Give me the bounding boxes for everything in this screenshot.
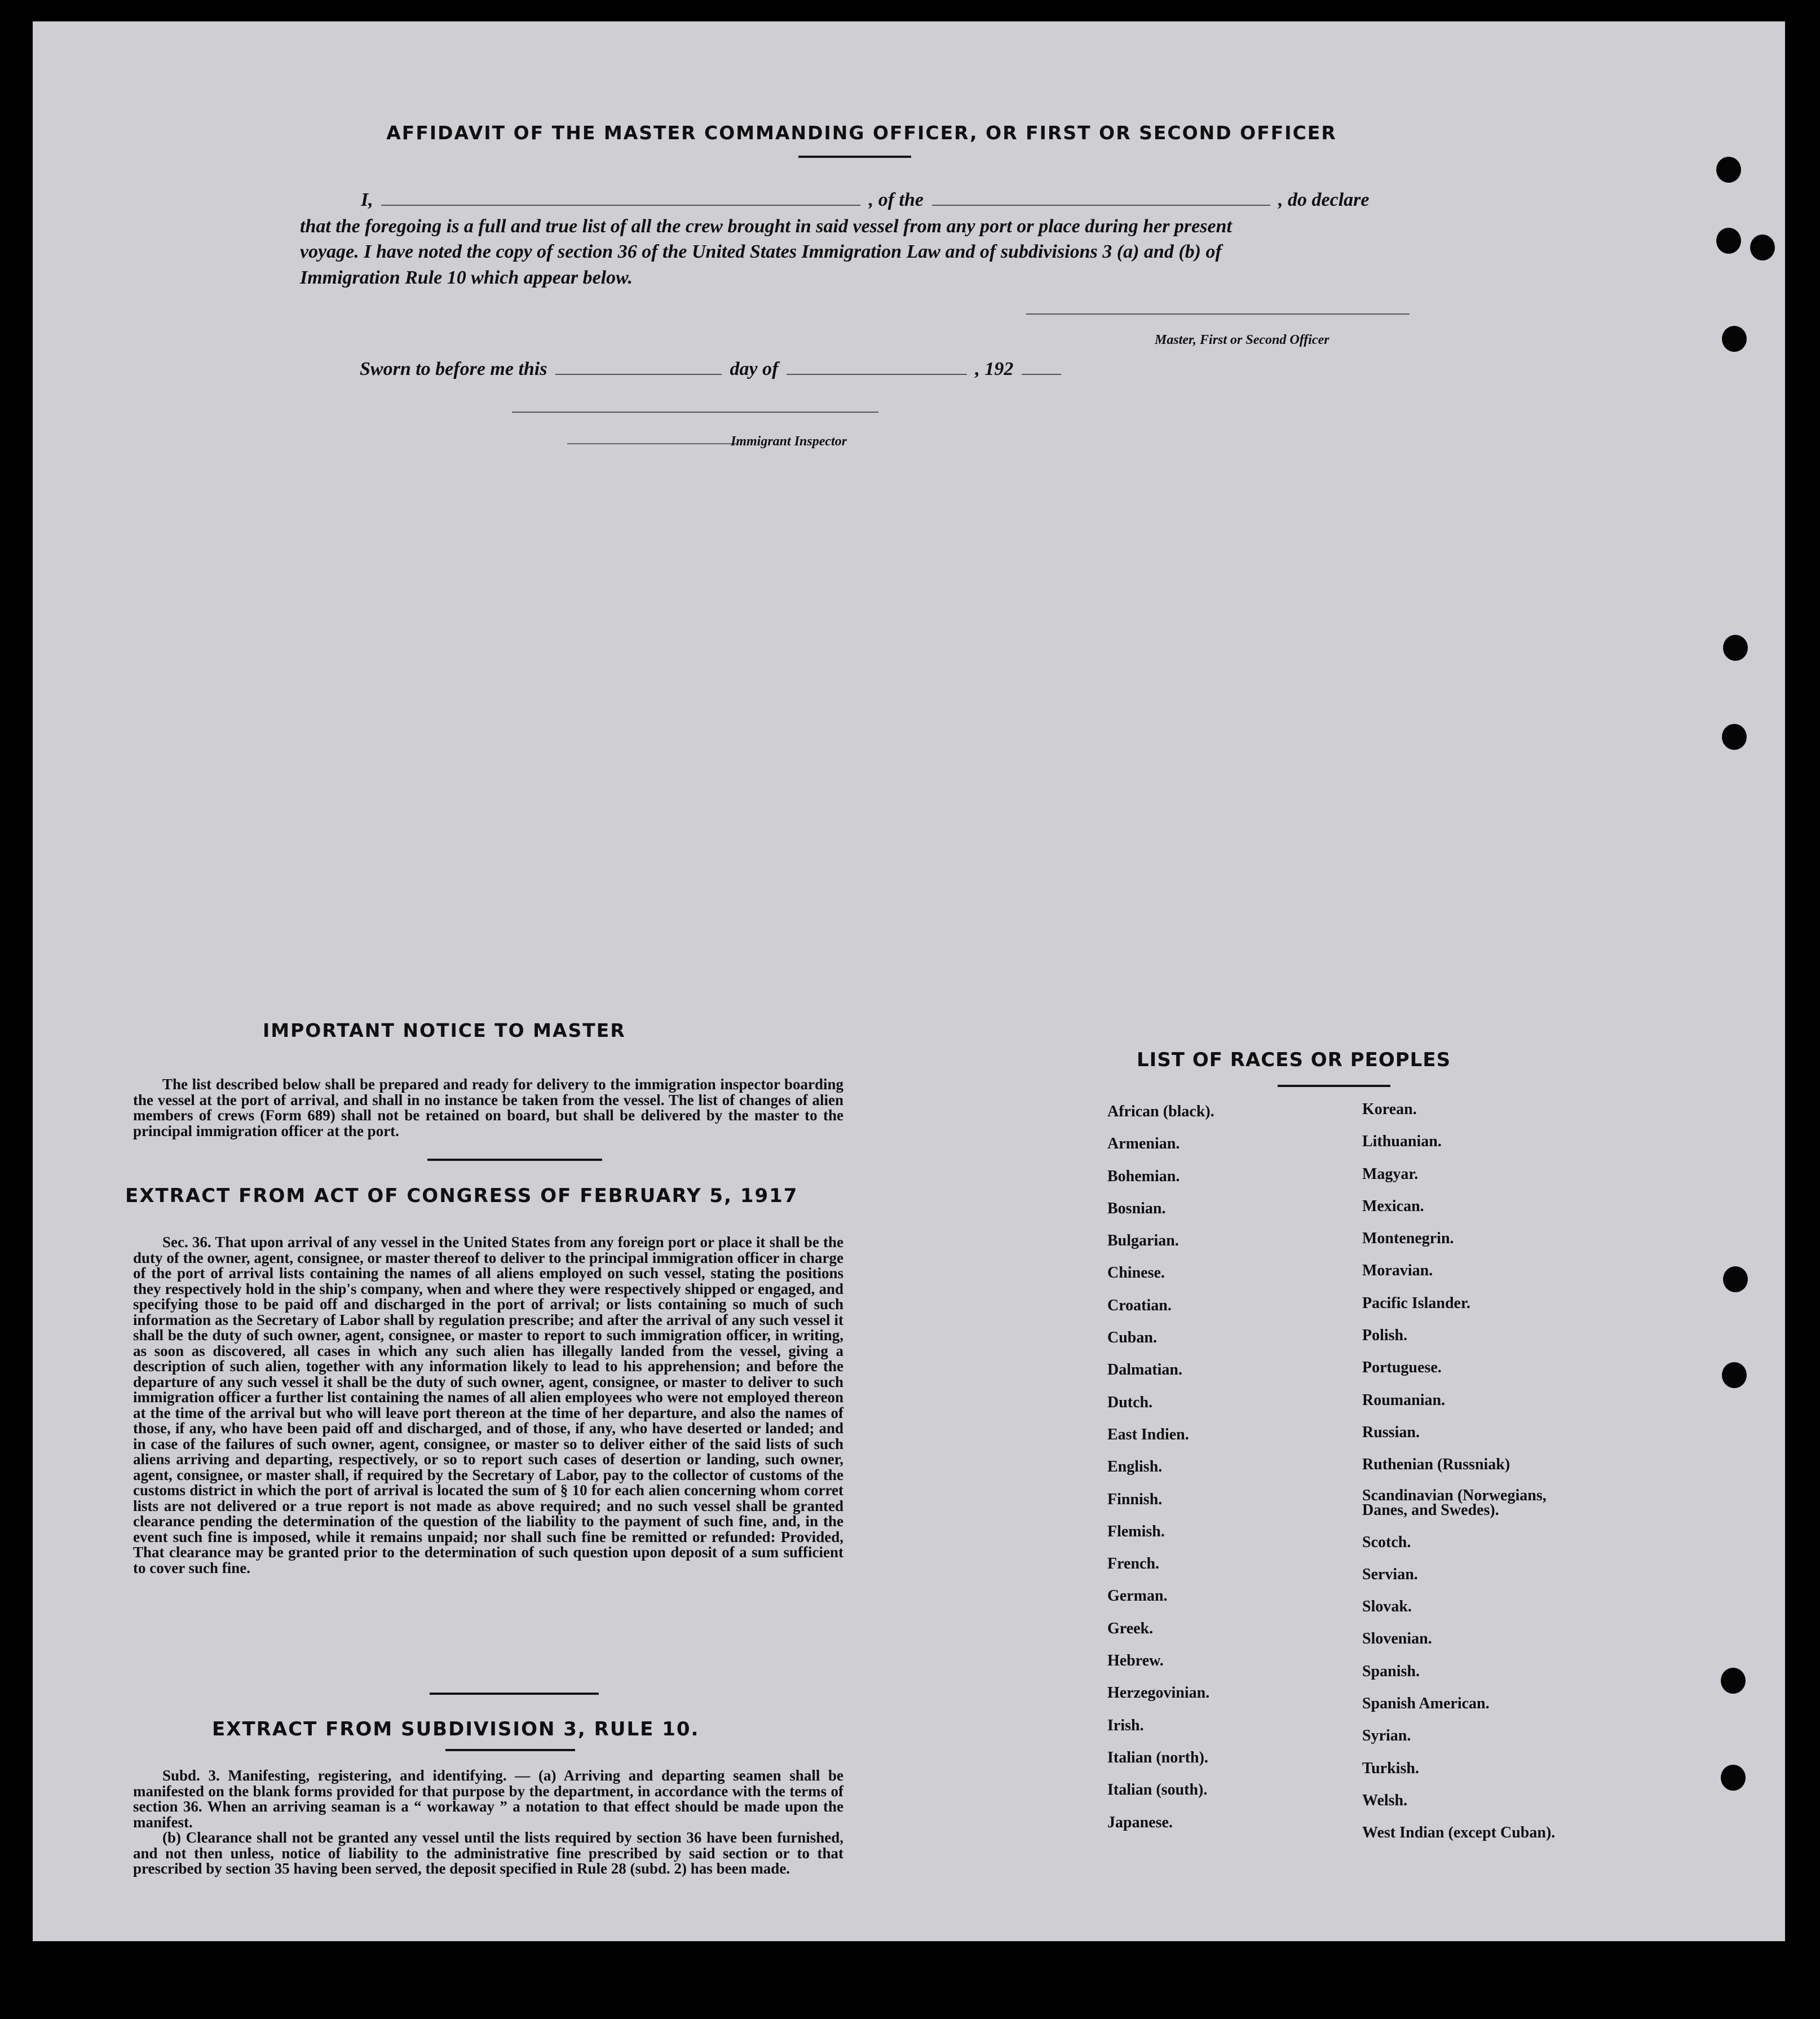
race-item: Roumanian.: [1362, 1391, 1446, 1409]
month-field[interactable]: [787, 360, 967, 375]
race-item: Herzegovinian.: [1107, 1684, 1210, 1702]
declaration-line-3: voyage. I have noted the copy of section 36 of the United States Immigration Law and of subdivisions 3 (a) and (b) of: [300, 241, 1222, 262]
binder-hole: [1722, 1362, 1747, 1388]
signature-line[interactable]: [1026, 313, 1410, 315]
inspector-label: Immigrant Inspector: [731, 434, 847, 449]
binder-hole: [1722, 724, 1747, 750]
day-of-label: day of: [730, 359, 779, 379]
races-right-column: [1362, 1101, 1565, 1857]
year-field[interactable]: [1022, 360, 1061, 375]
race-item: Portuguese.: [1362, 1359, 1442, 1377]
race-item: Ruthenian (Russniak): [1362, 1456, 1510, 1474]
races-left-column: [1107, 1103, 1214, 1846]
notice-paragraph: The list described below shall be prepared and ready for delivery to the immigration inspector boarding the vessel at the port of arrival, and shall in no instance be taken from the vessel. The list of changes of alien members of crews (Form 689) shall not be retained on board, but shall be delivered by the master to the principal immigration officer at the port.: [133, 1076, 843, 1139]
race-item: Italian (south).: [1107, 1781, 1208, 1799]
race-item: Scandinavian (Norwegians, Danes, and Swedes).: [1362, 1486, 1547, 1519]
race-item: West Indian (except Cuban).: [1362, 1824, 1556, 1842]
declaration-line-1: [361, 189, 1369, 211]
extract-rule-text: [133, 1768, 843, 1877]
day-field[interactable]: [555, 360, 722, 375]
extract-act-title: EXTRACT FROM ACT OF CONGRESS OF FEBRUARY 5, 1917: [125, 1185, 798, 1207]
race-item: Slovenian.: [1362, 1630, 1432, 1648]
affidavit-title-rule: [798, 156, 911, 158]
declaration-line-4: Immigration Rule 10 which appear below.: [300, 267, 633, 288]
race-item: English.: [1107, 1458, 1163, 1476]
race-item: Croatian.: [1107, 1296, 1172, 1314]
race-item: French.: [1107, 1555, 1160, 1573]
race-item: Italian (north).: [1107, 1748, 1208, 1766]
race-item: Magyar.: [1362, 1165, 1419, 1183]
affidavit-title: AFFIDAVIT OF THE MASTER COMMANDING OFFICER, OR FIRST OR SECOND OFFICER: [386, 122, 1337, 144]
race-item: Japanese.: [1107, 1813, 1173, 1831]
race-item: Cuban.: [1107, 1329, 1157, 1347]
races-title: LIST OF RACES OR PEOPLES: [1137, 1049, 1451, 1071]
subdivision-b-paragraph: (b) Clearance shall not be granted any vessel until the lists required by section 36 have been furnished, and not then unless, notice of liability to the administrative fine prescribed by said section or to that prescribed by section 35 having been served, the deposit specified in Rule 28 (subd. 2) has been made.: [133, 1829, 843, 1877]
race-item: Finnish.: [1107, 1490, 1163, 1508]
race-item: Montenegrin.: [1362, 1230, 1454, 1248]
race-item: Bosnian.: [1107, 1199, 1166, 1217]
inspector-dotted-line: [567, 443, 736, 444]
binder-hole: [1721, 1668, 1746, 1694]
race-item: Mexican.: [1362, 1197, 1424, 1215]
race-item: Chinese.: [1107, 1264, 1165, 1282]
race-item: German.: [1107, 1587, 1168, 1605]
race-item: Turkish.: [1362, 1759, 1419, 1777]
race-item: Polish.: [1362, 1327, 1408, 1345]
race-item: Syrian.: [1362, 1727, 1411, 1745]
extract-act-text: [133, 1235, 843, 1576]
section-36-paragraph: Sec. 36. That upon arrival of any vessel in the United States from any foreign port or place it shall be the duty of the owner, agent, consignee, or master thereof to deliver to the principal immigration officer in charge of the port of arrival lists containing the names of all aliens employed on such vessel, stating the positions they respectively hold in the ship's company, when and where they were respectively shipped or engaged, and specifying those to be paid off and discharged in the port of arrival; or lists containing so much of such information as the Secretary of Labor shall by regulation prescribe; and after the arrival of any such vessel it shall be the duty of such owner, agent, consignee, or master to report to such immigration officer, in writing, as soon as discovered, all cases in which any such alien has illegally landed from the vessel, giving a description of such alien, together with any information likely to lead to his apprehension; and before the departure of any such vessel it shall be the duty of such owner, agent, consignee, or master to deliver to such immigration officer a further list containing the names of all alien employees who were not employed thereon at the time of the arrival but who will leave port thereon at the time of her departure, and also the names of those, if any, who have been paid off and discharged, and of those, if any, who have deserted or landed; and in case of the failures of such owner, agent, consignee, or master so to deliver either of the said lists of such aliens arriving and departing, respectively, or so to report such cases of desertion or landing, such owner, agent, consignee, or master shall, if required by the Secretary of Labor, pay to the collector of customs of the customs district in which the port of arrival is located the sum of § 10 for each alien concerning whom corret lists are not delivered or a true report is not made as above required; and no such vessel shall be granted clearance pending the determination of the question of the liability to the payment of such fine, and, in the event such fine is imposed, while it remains unpaid; nor shall such fine be remitted or refunded: Provided, That clearance may be granted prior to the determination of such question upon deposit of a sum sufficient to cover such fine.: [133, 1234, 843, 1576]
race-item: Lithuanian.: [1362, 1133, 1442, 1151]
race-item: Russian.: [1362, 1423, 1420, 1441]
binder-hole: [1723, 1266, 1748, 1292]
vessel-field[interactable]: [932, 191, 1270, 206]
race-item: Spanish.: [1362, 1662, 1420, 1680]
race-item: Servian.: [1362, 1565, 1418, 1583]
inspector-signature-line[interactable]: [512, 412, 878, 413]
binder-hole: [1716, 228, 1741, 254]
binder-hole: [1716, 157, 1741, 183]
do-declare-label: , do declare: [1278, 189, 1370, 210]
race-item: Hebrew.: [1107, 1652, 1164, 1670]
notice-title: IMPORTANT NOTICE TO MASTER: [263, 1019, 626, 1041]
binder-hole: [1721, 1765, 1746, 1791]
extract-act-rule: [430, 1693, 599, 1695]
extract-rule-rule: [445, 1749, 575, 1751]
race-item: Bohemian.: [1107, 1167, 1180, 1185]
race-item: Scotch.: [1362, 1533, 1411, 1551]
race-item: Dalmatian.: [1107, 1361, 1182, 1379]
notice-text: [133, 1077, 843, 1139]
race-item: Armenian.: [1107, 1135, 1180, 1153]
notice-rule: [427, 1159, 602, 1161]
race-item: Dutch.: [1107, 1393, 1153, 1411]
name-field[interactable]: [381, 191, 860, 206]
document-page: [33, 21, 1785, 1941]
race-item: East Indien.: [1107, 1425, 1189, 1443]
subdivision-a-paragraph: Subd. 3. Manifesting, registering, and identifying. — (a) Arriving and departing seamen shall be manifested on the blank forms provided for that purpose by the department, in accordance with the terms of section 36. When an arriving seaman is a “ workaway ” a notation to that effect should be made upon the manifest.: [133, 1767, 843, 1831]
race-item: Spanish American.: [1362, 1695, 1490, 1713]
binder-hole: [1723, 635, 1748, 661]
i-label: I,: [361, 189, 373, 210]
sworn-line: [360, 359, 1064, 380]
race-item: African (black).: [1107, 1103, 1214, 1120]
race-item: Irish.: [1107, 1716, 1144, 1734]
race-item: Moravian.: [1362, 1262, 1433, 1280]
declaration-line-2: that the foregoing is a full and true list of all the crew brought in said vessel from any port or place during her present: [300, 216, 1232, 237]
race-item: Korean.: [1362, 1101, 1417, 1118]
race-item: Greek.: [1107, 1619, 1154, 1637]
extract-rule-title: EXTRACT FROM SUBDIVISION 3, RULE 10.: [212, 1718, 700, 1740]
signature-label: Master, First or Second Officer: [1155, 333, 1329, 347]
race-item: Slovak.: [1362, 1598, 1412, 1616]
binder-hole: [1722, 326, 1747, 352]
year-label: , 192: [975, 359, 1014, 379]
race-item: Pacific Islander.: [1362, 1294, 1470, 1312]
race-item: Flemish.: [1107, 1522, 1165, 1540]
races-title-rule: [1278, 1085, 1390, 1087]
race-item: Bulgarian.: [1107, 1232, 1179, 1250]
binder-hole: [1750, 235, 1775, 260]
race-item: Welsh.: [1362, 1791, 1408, 1809]
sworn-label: Sworn to before me this: [360, 359, 547, 379]
of-the-label: , of the: [868, 189, 924, 210]
